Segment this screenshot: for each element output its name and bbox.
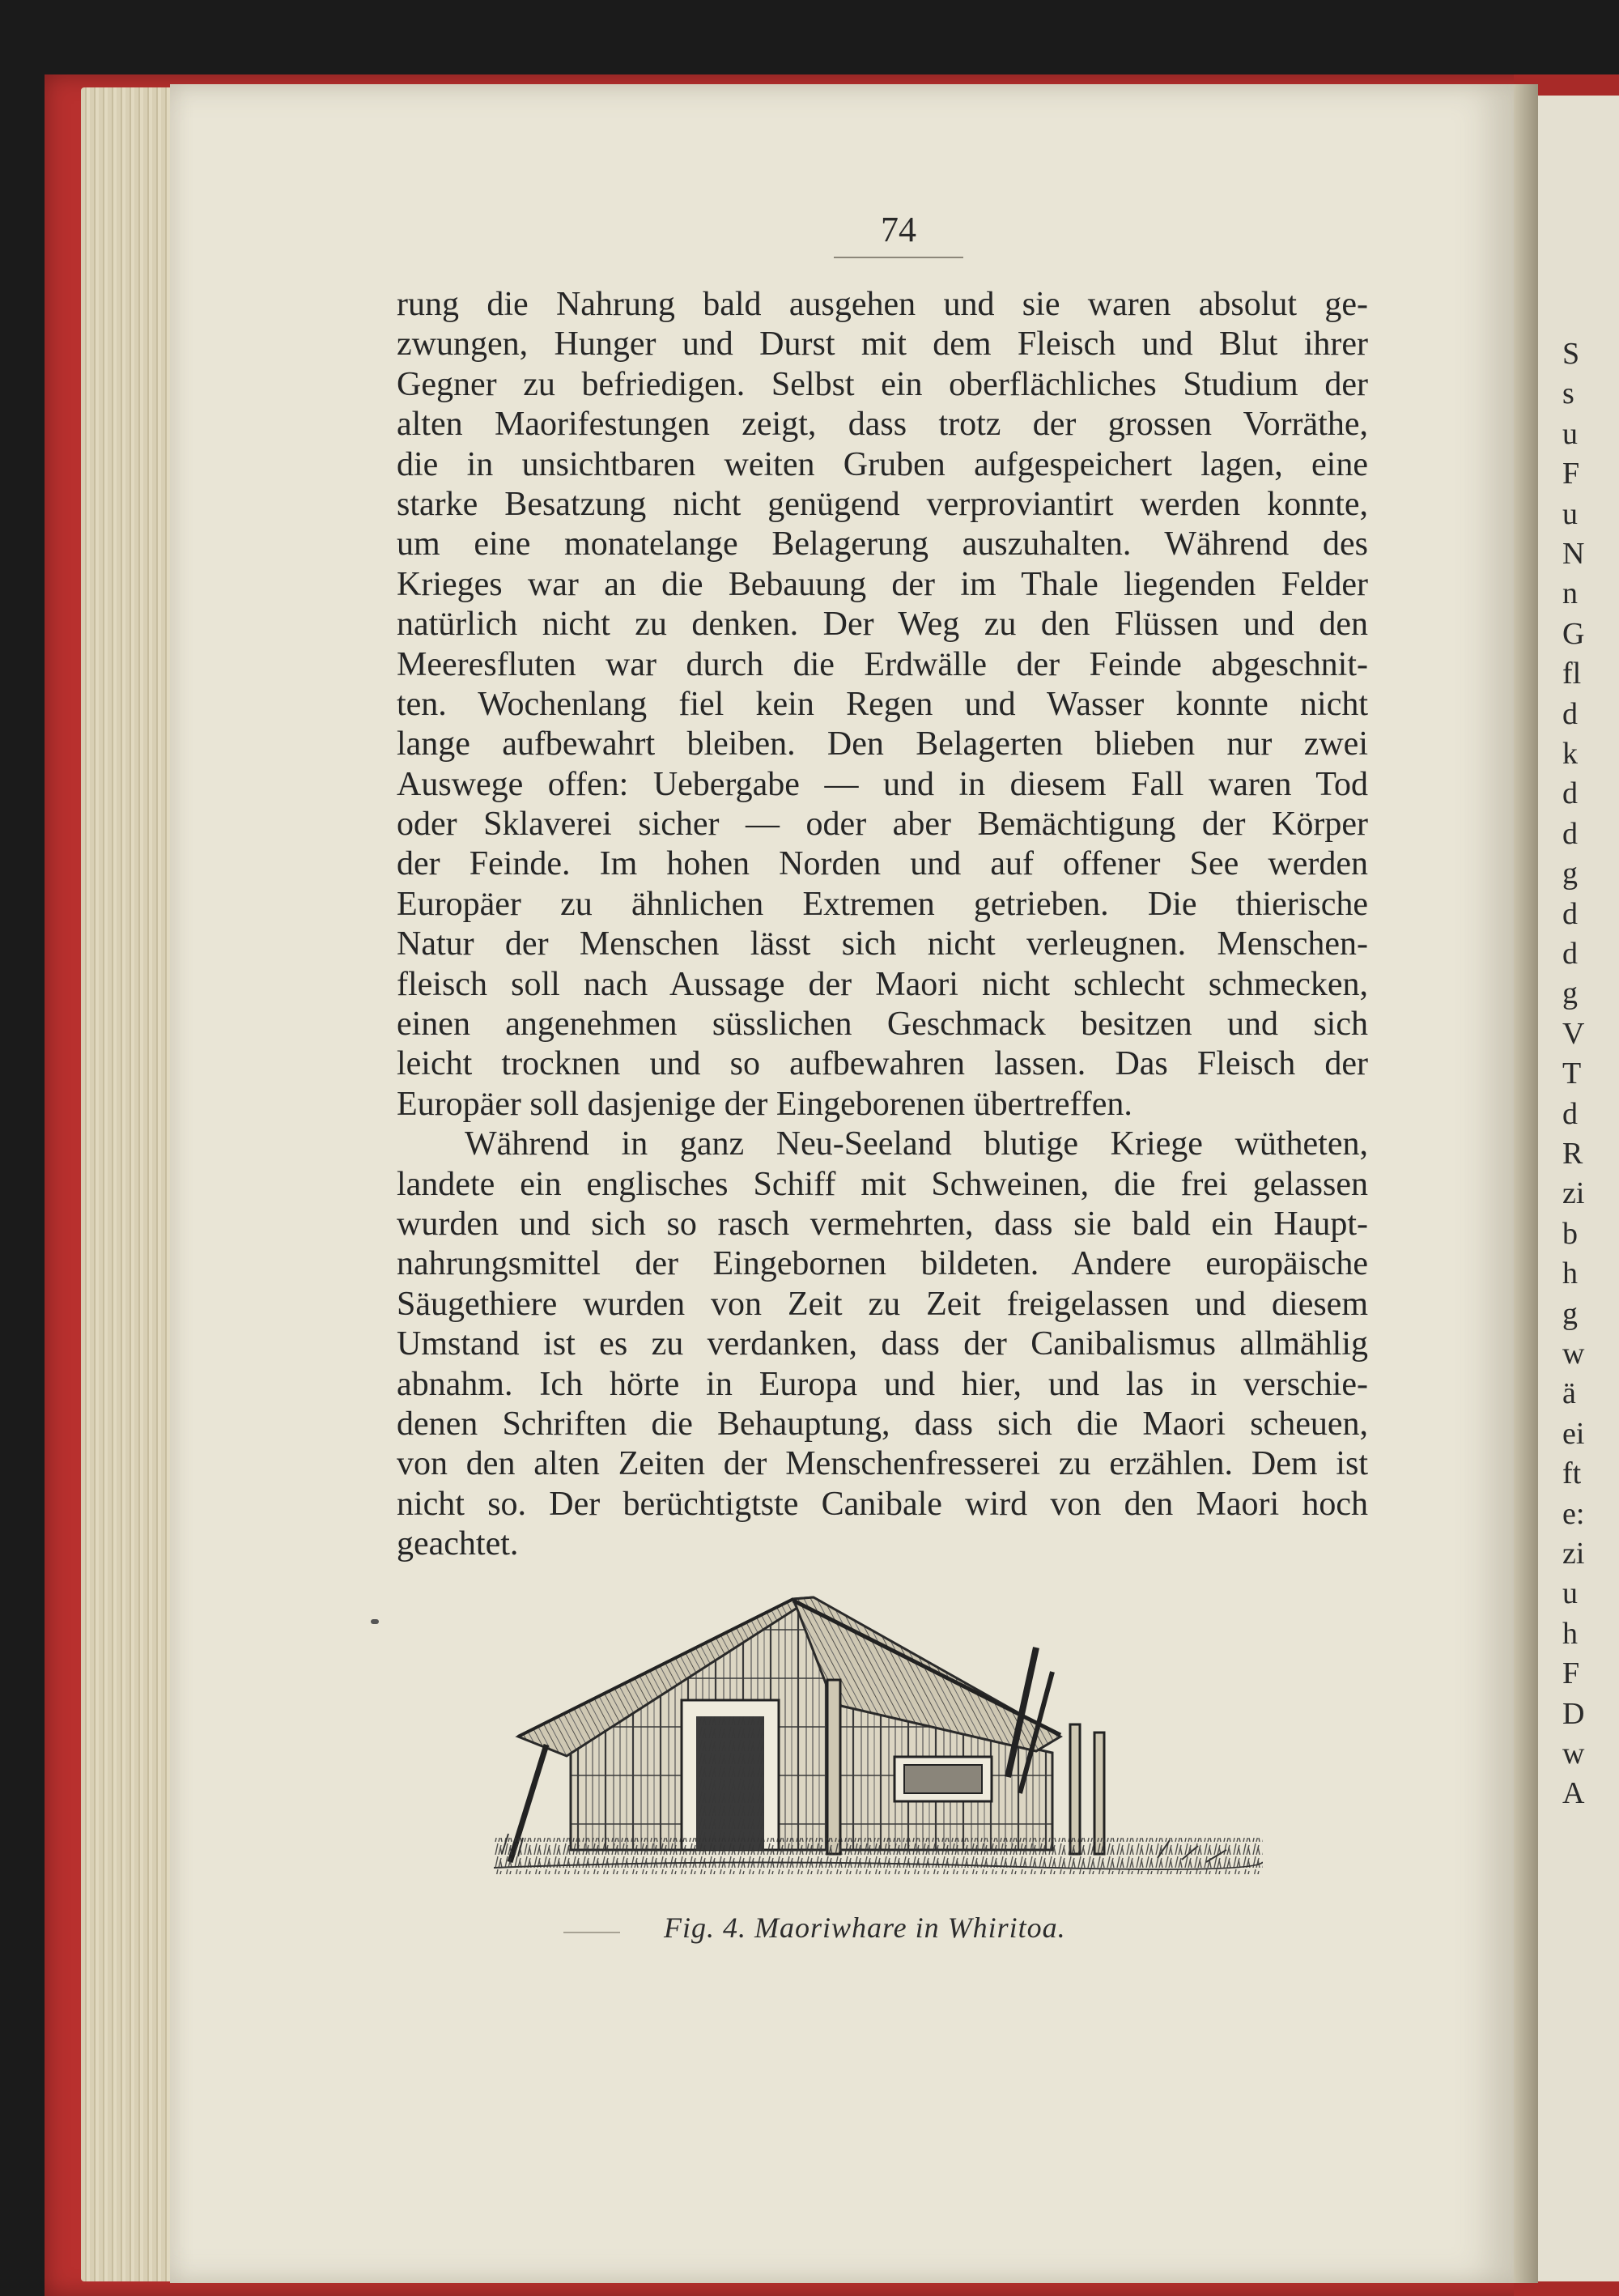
caption-mark [563, 1924, 620, 1933]
next-page-text-fragment: fl [1562, 657, 1582, 691]
next-page-text-fragment: N [1562, 537, 1585, 571]
next-page-text-fragment: zi [1562, 1537, 1585, 1571]
text-line: fleisch soll nach Aussage der Maori nicht schlecht schmecken, [397, 965, 1368, 1003]
next-page-text-fragment: S [1562, 337, 1580, 371]
next-page-text-fragment: ft [1562, 1456, 1582, 1491]
text-line: wurden und sich so rasch vermehrten, dass sie bald ein Haupt- [397, 1205, 1368, 1243]
next-page-text-fragment: d [1562, 776, 1578, 811]
text-line: nahrungsmittel der Eingebornen bildeten. Andere europäische [397, 1245, 1368, 1283]
text-line: nicht so. Der berüchtigtste Canibale wird von den Maori hoch [397, 1485, 1368, 1523]
ink-speck [371, 1619, 379, 1624]
next-page-text-fragment: g [1562, 1296, 1578, 1331]
next-page-text-fragment: G [1562, 616, 1585, 651]
text-line: natürlich nicht zu denken. Der Weg zu den Flüssen und den [397, 606, 1368, 644]
next-page-fragment [1538, 96, 1619, 2281]
text-line: landete ein englisches Schiff mit Schweinen, die frei gelassen [397, 1165, 1368, 1203]
next-page-text-fragment: d [1562, 937, 1578, 971]
body-text [397, 285, 1368, 1565]
next-page-text-fragment: h [1562, 1616, 1578, 1651]
next-page-text-fragment: d [1562, 816, 1578, 851]
text-line: Europäer zu ähnlichen Extremen getrieben. Die thierische [397, 885, 1368, 923]
text-line: Europäer soll dasjenige der Eingeborenen übertreffen. [397, 1085, 1132, 1123]
text-line: Auswege offen: Uebergabe — und in diesem Fall waren Tod [397, 765, 1368, 803]
next-page-text-fragment: w [1562, 1737, 1585, 1771]
next-page-text-fragment: n [1562, 576, 1578, 611]
page-number: 74 [834, 209, 963, 258]
text-line: alten Maorifestungen zeigt, dass trotz der grossen Vorräthe, [397, 406, 1368, 444]
next-page-text-fragment: D [1562, 1696, 1585, 1731]
next-page-text-fragment: b [1562, 1216, 1578, 1251]
text-line: oder Sklaverei sicher — oder aber Bemächtigung der Körper [397, 806, 1368, 844]
next-page-text-fragment: d [1562, 696, 1578, 731]
text-line: geachtet. [397, 1525, 519, 1563]
text-line: um eine monatelange Belagerung auszuhalten. Während des [397, 525, 1368, 563]
text-line: leicht trocknen und so aufbewahren lassen. Das Fleisch der [397, 1045, 1368, 1083]
next-page-text-fragment: w [1562, 1337, 1585, 1371]
text-line: rung die Nahrung bald ausgehen und sie waren absolut ge- [397, 286, 1368, 323]
text-line: der Feinde. Im hohen Norden und auf offener See werden [397, 845, 1368, 883]
text-line: ten. Wochenlang fiel kein Regen und Wasser konnte nicht [397, 685, 1368, 723]
next-page-text-fragment: F [1562, 457, 1580, 491]
text-line: zwungen, Hunger und Durst mit dem Fleisch und Blut ihrer [397, 325, 1368, 364]
next-page-text-fragment: A [1562, 1776, 1585, 1811]
text-line: einen angenehmen süsslichen Geschmack besitzen und sich [397, 1006, 1368, 1044]
book-gutter [1514, 84, 1538, 2283]
text-line: Umstand ist es zu verdanken, dass der Canibalismus allmählig [397, 1325, 1368, 1363]
text-line: abnahm. Ich hörte in Europa und hier, und las in verschie- [397, 1365, 1368, 1403]
text-line: Gegner zu befriedigen. Selbst ein oberflächliches Studium der [397, 365, 1368, 403]
next-page-text-fragment: e: [1562, 1496, 1585, 1531]
text-line: von den alten Zeiten der Menschenfresserei zu erzählen. Dem ist [397, 1445, 1368, 1483]
next-page-text-fragment: k [1562, 737, 1578, 771]
text-line: lange aufbewahrt bleiben. Den Belagerten blieben nur zwei [397, 725, 1368, 763]
figure-caption: Fig. 4. Maoriwhare in Whiritoa. [664, 1911, 1066, 1944]
text-line: Meeresfluten war durch die Erdwälle der Feinde abgeschnit- [397, 645, 1368, 683]
text-line: starke Besatzung nicht genügend verproviantirt werden konnte, [397, 485, 1368, 523]
next-page-text-fragment: u [1562, 496, 1578, 531]
next-page-text-fragment: d [1562, 1096, 1578, 1131]
next-page-text-fragment: T [1562, 1057, 1582, 1091]
next-page-text-fragment: g [1562, 976, 1578, 1011]
next-page-text-fragment: d [1562, 896, 1578, 931]
next-page-text-fragment: zi [1562, 1176, 1585, 1211]
text-line: Säugethiere wurden von Zeit zu Zeit freigelassen und diesem [397, 1285, 1368, 1323]
next-page-text-fragment: g [1562, 857, 1578, 891]
text-line: Während in ganz Neu-Seeland blutige Kriege wütheten, [465, 1125, 1368, 1163]
next-page-text-fragment: u [1562, 1576, 1578, 1611]
page-block-edges [81, 87, 178, 2281]
next-page-text-fragment: ei [1562, 1416, 1585, 1451]
text-line: Krieges war an die Bebauung der im Thale liegenden Felder [397, 565, 1368, 603]
next-page-text-fragment: u [1562, 416, 1578, 451]
next-page-text-fragment: V [1562, 1016, 1585, 1051]
next-page-text-fragment: R [1562, 1137, 1583, 1171]
next-page-text-fragment: s [1562, 376, 1574, 411]
maori-hut-illustration [494, 1583, 1263, 1907]
text-line: Natur der Menschen lässt sich nicht verleugnen. Menschen- [397, 925, 1368, 963]
next-page-text-fragment: F [1562, 1656, 1580, 1691]
text-line: die in unsichtbaren weiten Gruben aufgespeichert lagen, eine [397, 445, 1368, 483]
next-page-text-fragment: h [1562, 1256, 1578, 1291]
text-line: denen Schriften die Behauptung, dass sich die Maori scheuen, [397, 1405, 1368, 1443]
next-page-text-fragment: ä [1562, 1376, 1576, 1411]
